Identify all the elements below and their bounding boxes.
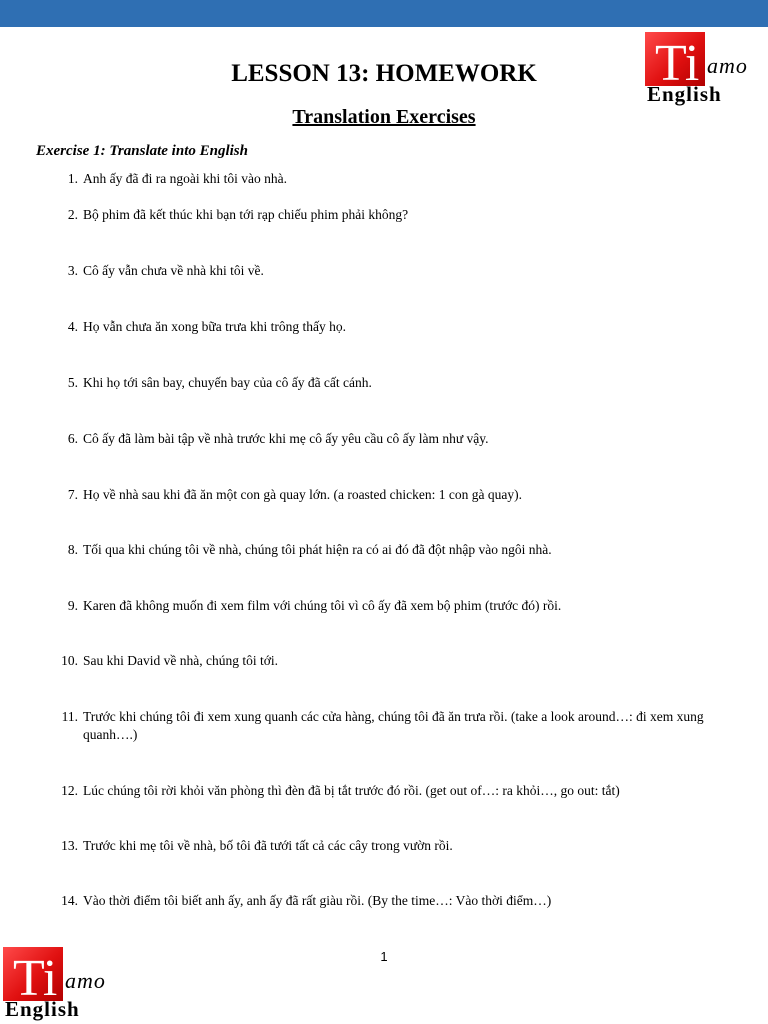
question-text: Tối qua khi chúng tôi về nhà, chúng tôi phát hiện ra có ai đó đã đột nhập vào ngôi nhà.	[83, 542, 552, 557]
question-number: 11.	[61, 709, 78, 724]
logo-letter: Ti	[655, 35, 700, 92]
question-number: 2.	[67, 207, 78, 222]
question-text: Cô ấy đã làm bài tập về nhà trước khi mẹ cô ấy yêu cầu cô ấy làm như vậy.	[83, 431, 489, 446]
question-text: Khi họ tới sân bay, chuyến bay của cô ấy đã cất cánh.	[83, 375, 372, 390]
question-number: 3.	[67, 263, 78, 278]
logo-word: English	[647, 82, 722, 106]
logo-red-square	[3, 947, 63, 1007]
subtitle-text: Translation Exercises	[292, 106, 476, 128]
question-text: Trước khi mẹ tôi về nhà, bố tôi đã tưới tất cả các cây trong vườn rồi.	[83, 838, 453, 853]
logo-word: English	[5, 997, 80, 1021]
question-number: 7.	[67, 487, 78, 502]
question-text: Họ vẫn chưa ăn xong bữa trưa khi trông thấy họ.	[83, 319, 347, 334]
logo-script: amo	[65, 968, 106, 993]
question-number: 12.	[61, 783, 78, 798]
question-text: Karen đã không muốn đi xem film với chúng tôi vì cô ấy đã xem bộ phim (trước đó) rồi.	[83, 598, 562, 613]
question-number: 9.	[67, 598, 78, 613]
page-number: 1	[380, 949, 388, 964]
question-text: Cô ấy vẫn chưa về nhà khi tôi về.	[83, 263, 264, 278]
exercise-heading: Exercise 1: Translate into English	[36, 143, 248, 159]
question-text: Sau khi David về nhà, chúng tôi tới.	[83, 653, 278, 668]
question-number: 6.	[67, 431, 78, 446]
logo-script: amo	[707, 53, 748, 78]
question-text: Bộ phim đã kết thúc khi bạn tới rạp chiếu phim phải không?	[83, 207, 409, 222]
question-text: Anh ấy đã đi ra ngoài khi tôi vào nhà.	[83, 171, 287, 186]
question-number: 8.	[67, 542, 78, 557]
question-number: 1.	[67, 171, 78, 186]
question-text: Họ về nhà sau khi đã ăn một con gà quay lớn. (a roasted chicken: 1 con gà quay).	[83, 487, 523, 502]
question-text: Vào thời điểm tôi biết anh ấy, anh ấy đã rất giàu rồi. (By the time…: Vào thời điểm…)	[83, 893, 552, 908]
question-number: 4.	[67, 319, 78, 334]
question-number: 13.	[61, 838, 78, 853]
tiamo-english-logo-bottom	[3, 947, 120, 1021]
question-number: 5.	[67, 375, 78, 390]
question-text: Lúc chúng tôi rời khỏi văn phòng thì đèn đã bị tắt trước đó rồi. (get out of…: ra khỏi…, go out: tắt)	[83, 783, 620, 798]
question-number: 10.	[61, 653, 78, 668]
question-number: 14.	[61, 893, 78, 908]
question-text: Trước khi chúng tôi đi xem xung quanh các cửa hàng, chúng tôi đã ăn trưa rồi. (take a look around…: đi xem xung quanh….)	[83, 709, 704, 742]
page-title: LESSON 13: HOMEWORK	[231, 60, 537, 87]
logo-letter: Ti	[13, 950, 58, 1007]
